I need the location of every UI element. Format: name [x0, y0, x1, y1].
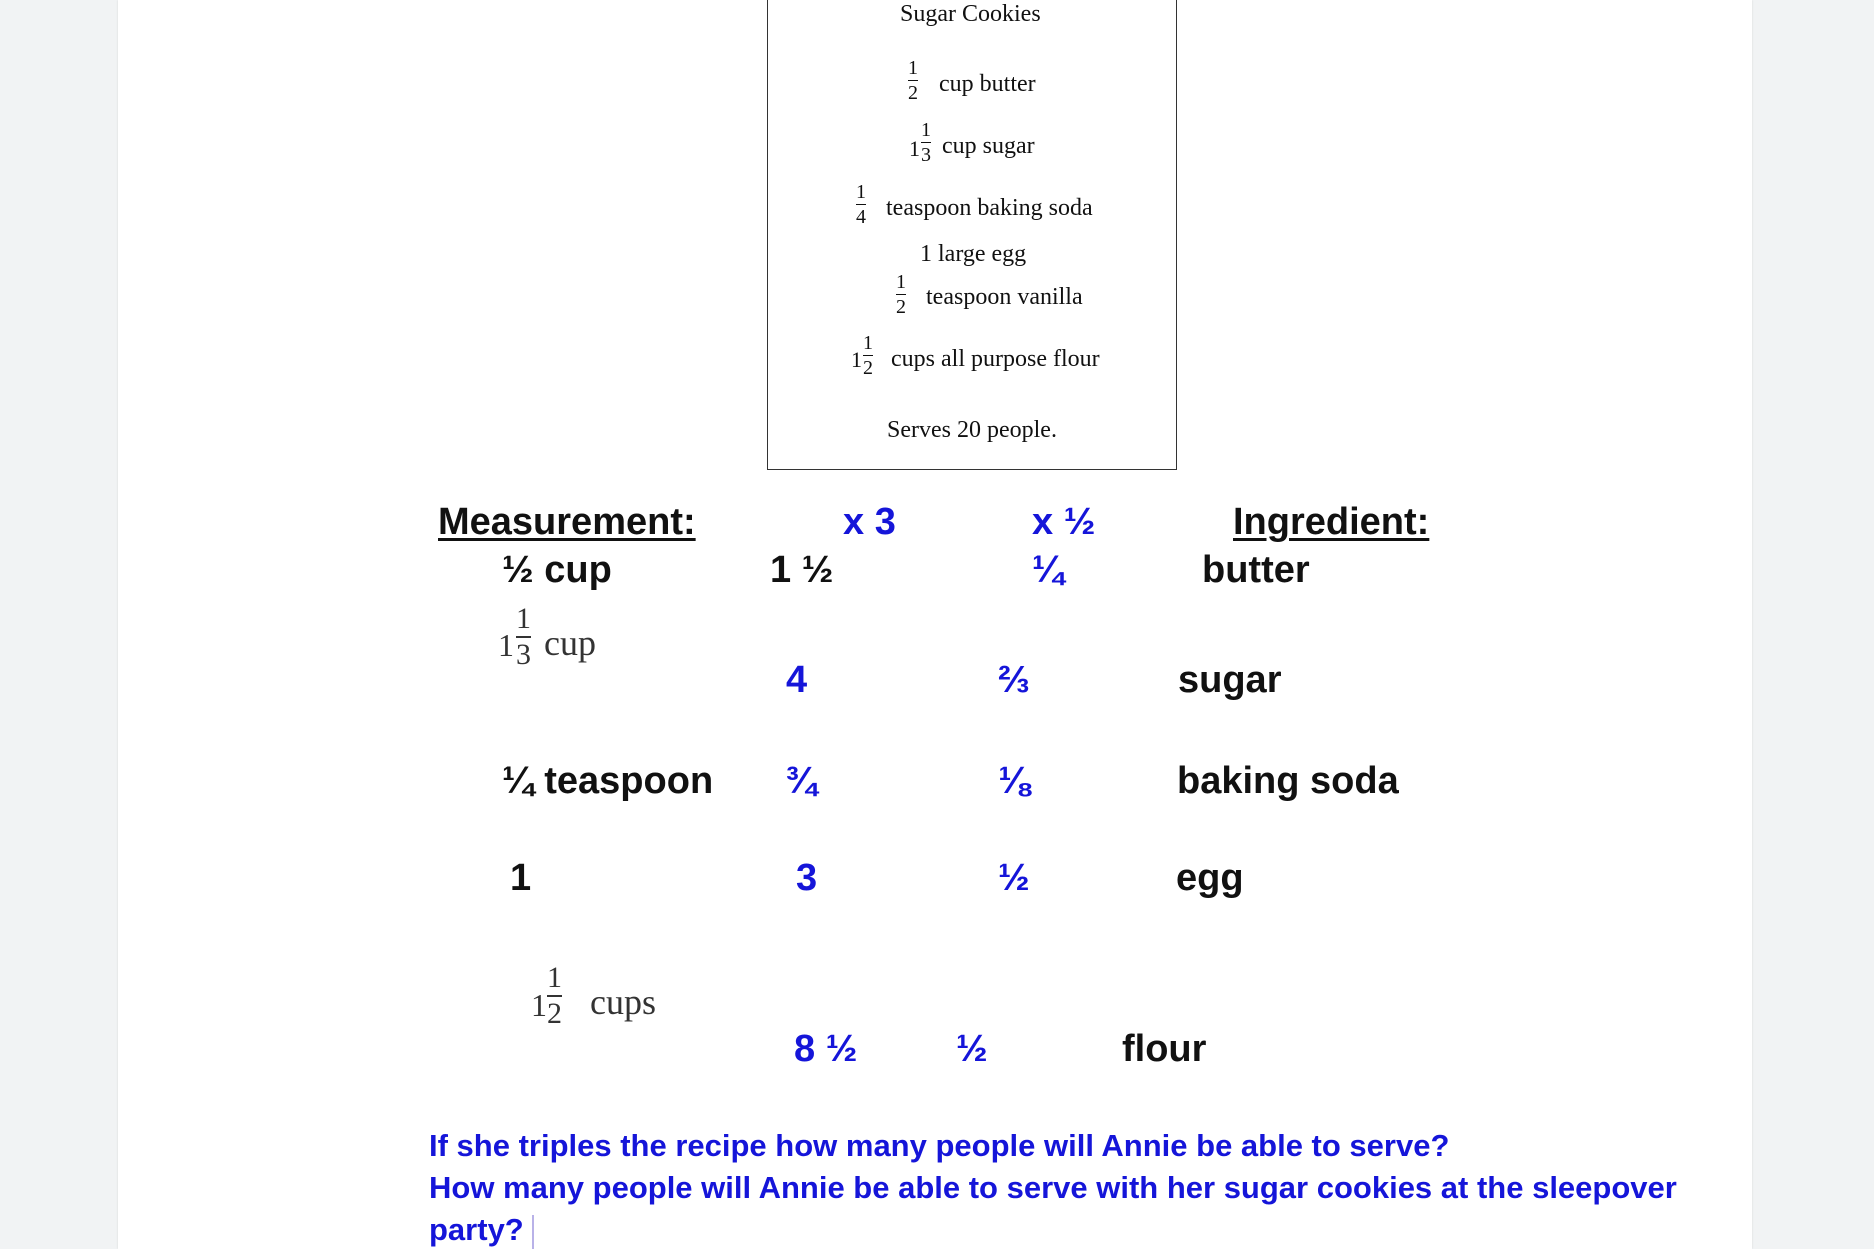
soda-line: teaspoon baking soda	[886, 195, 1093, 221]
soda-fraction	[856, 181, 866, 228]
sugar-measure-denominator: 3	[516, 638, 531, 671]
flour-ingredient: flour	[1122, 1028, 1207, 1070]
question-sleepover-cont[interactable]	[429, 1212, 534, 1249]
sugar-line: cup sugar	[942, 133, 1035, 159]
flour-numerator: 1	[863, 332, 873, 354]
sugar-fraction	[921, 119, 931, 166]
egg-ingredient: egg	[1176, 857, 1244, 899]
sugar-times-half: ⅔	[998, 659, 1030, 701]
flour-line: cups all purpose flour	[891, 346, 1100, 372]
flour-measure-unit: cups	[590, 982, 656, 1022]
question-triple: If she triples the recipe how many people will Annie be able to serve?	[429, 1128, 1450, 1163]
sugar-measure-whole: 1	[498, 627, 514, 663]
soda-measurement: ¼ teaspoon	[502, 760, 714, 802]
vanilla-fraction	[896, 271, 906, 318]
sugar-measure-numerator: 1	[516, 602, 531, 635]
sugar-ingredient: sugar	[1178, 659, 1282, 701]
soda-ingredient: baking soda	[1177, 760, 1399, 802]
butter-fraction	[908, 57, 918, 104]
flour-measure-numerator: 1	[547, 961, 562, 994]
butter-times-half: ¼	[1032, 549, 1064, 591]
fraction-bar	[896, 294, 906, 295]
vanilla-denominator: 2	[896, 296, 906, 318]
egg-line: 1 large egg	[920, 241, 1027, 267]
sugar-times-3: 4	[786, 659, 808, 701]
egg-times-half: ½	[998, 857, 1030, 899]
flour-times-half: ½	[956, 1028, 988, 1070]
butter-measurement: ½ cup	[502, 549, 612, 591]
fraction-bar	[908, 80, 918, 81]
egg-times-3: 3	[796, 857, 818, 899]
fraction-bar	[921, 142, 931, 143]
vanilla-numerator: 1	[896, 271, 906, 293]
serves-line: Serves 20 people.	[887, 417, 1057, 443]
flour-measure-whole: 1	[531, 987, 547, 1023]
recipe-card	[767, 0, 1177, 470]
header-ingredient: Ingredient:	[1233, 501, 1430, 543]
sugar-numerator: 1	[921, 119, 931, 141]
flour-measure-fraction	[547, 962, 562, 1030]
butter-numerator: 1	[908, 57, 918, 79]
sugar-whole: 1	[909, 136, 920, 161]
soda-denominator: 4	[856, 206, 866, 228]
flour-whole: 1	[851, 347, 862, 372]
flour-times-3: 8 ½	[794, 1028, 858, 1070]
header-measurement: Measurement:	[438, 501, 696, 543]
butter-line: cup butter	[939, 71, 1036, 97]
flour-denominator: 2	[863, 357, 873, 379]
butter-times-3: 1 ½	[770, 549, 834, 591]
vanilla-line: teaspoon vanilla	[926, 284, 1083, 310]
sugar-denominator: 3	[921, 144, 931, 166]
document-page	[118, 0, 1752, 1249]
recipe-title: Sugar Cookies	[900, 1, 1041, 27]
butter-ingredient: butter	[1202, 549, 1310, 591]
question-sleepover: How many people will Annie be able to serve with her sugar cookies at the sleepover	[429, 1170, 1677, 1205]
egg-measurement: 1	[510, 857, 532, 899]
fraction-bar	[856, 204, 866, 205]
header-times-3: x 3	[843, 501, 896, 543]
sugar-measure-fraction	[516, 603, 531, 671]
soda-times-3: ¾	[785, 760, 817, 802]
soda-numerator: 1	[856, 181, 866, 203]
sugar-measure-unit: cup	[544, 623, 596, 663]
soda-times-half: ⅛	[998, 760, 1030, 802]
question-sleepover-text: party?	[429, 1212, 524, 1247]
flour-fraction	[863, 332, 873, 379]
butter-denominator: 2	[908, 82, 918, 104]
fraction-bar	[863, 355, 873, 356]
text-cursor	[532, 1215, 534, 1249]
header-times-half: x ½	[1032, 501, 1096, 543]
flour-measure-denominator: 2	[547, 997, 562, 1030]
